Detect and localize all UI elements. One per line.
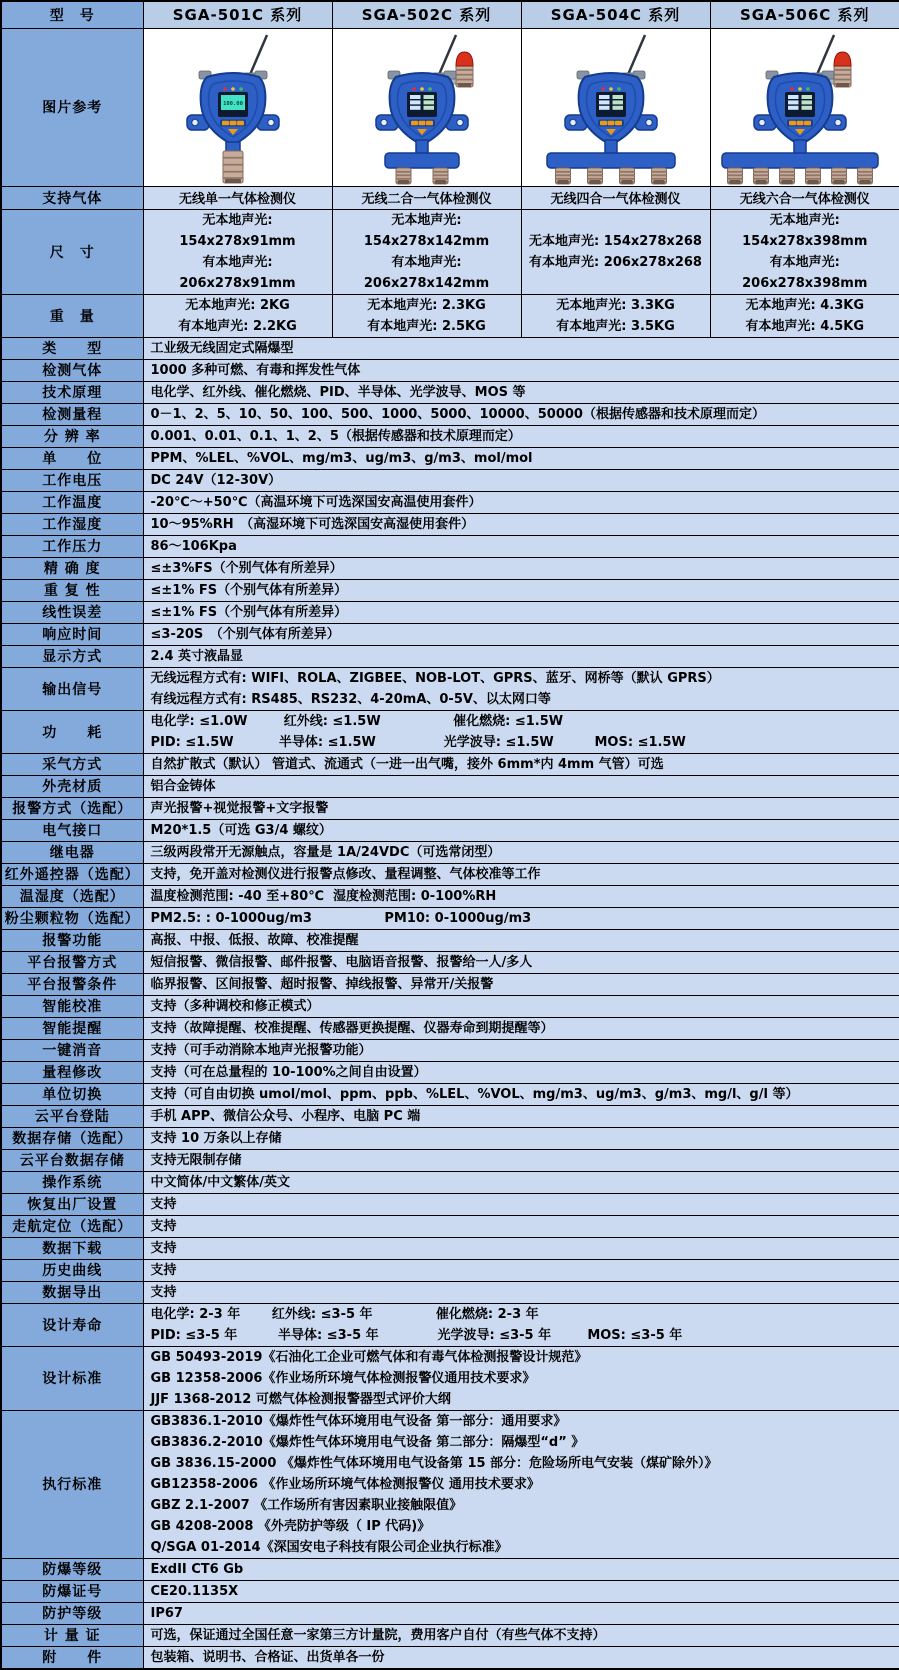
spec-row — [1, 337, 899, 359]
spec-row — [1, 381, 899, 403]
spec-row — [1, 535, 899, 557]
spec-value: 支持 — [143, 1281, 899, 1303]
spec-row — [1, 885, 899, 907]
device-image-cell-4 — [710, 28, 899, 186]
spec-row — [1, 645, 899, 667]
size-value: 无本地声光: 154x278x142mm 有本地声光: 206x278x142mm — [332, 209, 521, 294]
spec-value: 86～106Kpa — [143, 535, 899, 557]
spec-row — [1, 973, 899, 995]
spec-row — [1, 929, 899, 951]
spec-label: 数据存储（选配） — [1, 1127, 143, 1149]
weight-value: 无本地声光: 2.3KG 有本地声光: 2.5KG — [332, 294, 521, 337]
spec-row — [1, 1017, 899, 1039]
spec-row — [1, 557, 899, 579]
spec-value: ≤3-20S （个别气体有所差异） — [143, 623, 899, 645]
spec-row — [1, 1127, 899, 1149]
spec-label: 数据导出 — [1, 1281, 143, 1303]
spec-value: CE20.1135X — [143, 1580, 899, 1602]
spec-label: 功 耗 — [1, 710, 143, 753]
spec-label: 检测气体 — [1, 359, 143, 381]
spec-label: 工作湿度 — [1, 513, 143, 535]
spec-row — [1, 1602, 899, 1624]
gas-detector-illustration — [522, 29, 710, 185]
size-row — [1, 209, 899, 294]
spec-row — [1, 359, 899, 381]
spec-value: 0.001、0.01、0.1、1、2、5（根据传感器和技术原理而定） — [143, 425, 899, 447]
spec-label: 报警方式（选配） — [1, 797, 143, 819]
spec-value: 支持（故障提醒、校准提醒、传感器更换提醒、仪器寿命到期提醒等） — [143, 1017, 899, 1039]
spec-row — [1, 1558, 899, 1580]
spec-value: 支持无限制存储 — [143, 1149, 899, 1171]
spec-value: GB 50493-2019《石油化工企业可燃气体和有毒气体检测报警设计规范》 GB 12358-2006《作业场所环境气体检测报警仪通用技术要求》 JJF 1368-2012 可燃气体检测报警器型式评价大纲 — [143, 1346, 899, 1410]
size-value: 无本地声光: 154x278x268 有本地声光: 206x278x268 — [521, 209, 710, 294]
image-row-label: 图片参考 — [1, 28, 143, 186]
spec-label: 红外遥控器（选配） — [1, 863, 143, 885]
spec-value: ≤±3%FS（个别气体有所差异） — [143, 557, 899, 579]
gas-detector-illustration — [333, 29, 521, 185]
device-image-cell-3 — [521, 28, 710, 186]
spec-row — [1, 951, 899, 973]
spec-row — [1, 1039, 899, 1061]
spec-label: 云平台登陆 — [1, 1105, 143, 1127]
spec-value: 三级两段常开无源触点，容量是 1A/24VDC（可选常闭型） — [143, 841, 899, 863]
spec-value: PM2.5: : 0-1000ug/m3 PM10: 0-1000ug/m3 — [143, 907, 899, 929]
spec-value: 支持 10 万条以上存储 — [143, 1127, 899, 1149]
spec-label: 云平台数据存储 — [1, 1149, 143, 1171]
spec-value: DC 24V（12-30V） — [143, 469, 899, 491]
support-row-label: 支持气体 — [1, 186, 143, 209]
spec-row — [1, 667, 899, 710]
spec-row — [1, 907, 899, 929]
size-value: 无本地声光: 154x278x398mm 有本地声光: 206x278x398mm — [710, 209, 899, 294]
supported-gas-row — [1, 186, 899, 209]
spec-value: 支持（可手动消除本地声光报警功能） — [143, 1039, 899, 1061]
spec-value: 中文简体/中文繁体/英文 — [143, 1171, 899, 1193]
weight-value: 无本地声光: 2KG 有本地声光: 2.2KG — [143, 294, 332, 337]
spec-row — [1, 841, 899, 863]
spec-label: 响应时间 — [1, 623, 143, 645]
spec-value: 支持 — [143, 1193, 899, 1215]
spec-value: 短信报警、微信报警、邮件报警、电脑语音报警、报警给一人/多人 — [143, 951, 899, 973]
spec-label: 工作温度 — [1, 491, 143, 513]
spec-label: 技术原理 — [1, 381, 143, 403]
spec-label: 平台报警条件 — [1, 973, 143, 995]
spec-row — [1, 579, 899, 601]
model-header-3: SGA-504C 系列 — [521, 1, 710, 28]
spec-value: 声光报警+视觉报警+文字报警 — [143, 797, 899, 819]
spec-value: 无线远程方式有: WIFI、ROLA、ZIGBEE、NOB-LOT、GPRS、蓝牙、网桥等（默认 GPRS） 有线远程方式有: RS485、RS232、4-20mA、0-5V、以太网口等 — [143, 667, 899, 710]
spec-row — [1, 1193, 899, 1215]
spec-value: 10～95%RH （高湿环境下可选深国安高湿使用套件） — [143, 513, 899, 535]
gas-detector-illustration — [144, 29, 332, 185]
spec-label: 继电器 — [1, 841, 143, 863]
spec-row — [1, 1281, 899, 1303]
model-header-1: SGA-501C 系列 — [143, 1, 332, 28]
gas-detector-illustration — [711, 29, 899, 185]
spec-row — [1, 797, 899, 819]
weight-row-label: 重 量 — [1, 294, 143, 337]
spec-value: 1000 多种可燃、有毒和挥发性气体 — [143, 359, 899, 381]
spec-value: 工业级无线固定式隔爆型 — [143, 337, 899, 359]
spec-value: 临界报警、区间报警、超时报警、掉线报警、异常开/关报警 — [143, 973, 899, 995]
spec-row — [1, 1237, 899, 1259]
spec-row — [1, 1410, 899, 1558]
spec-value: 电化学: ≤1.0W 红外线: ≤1.5W 催化燃烧: ≤1.5W PID: ≤1.5W 半导体: ≤1.5W 光学波导: ≤1.5W MOS: ≤1.5W — [143, 710, 899, 753]
spec-label: 走航定位（选配） — [1, 1215, 143, 1237]
spec-row — [1, 995, 899, 1017]
spec-label: 工作压力 — [1, 535, 143, 557]
spec-value: 电化学: 2-3 年 红外线: ≤3-5 年 催化燃烧: 2-3 年 PID: ≤3-5 年 半导体: ≤3-5 年 光学波导: ≤3-5 年 MOS: ≤3-5 年 — [143, 1303, 899, 1346]
spec-row — [1, 1083, 899, 1105]
spec-value: 支持（可自由切换 umol/mol、ppm、ppb、%LEL、%VOL、mg/m3、ug/m3、g/m3、mg/l、g/l 等） — [143, 1083, 899, 1105]
spec-row — [1, 1624, 899, 1646]
spec-label: 防爆证号 — [1, 1580, 143, 1602]
spec-value: M20*1.5（可选 G3/4 螺纹） — [143, 819, 899, 841]
spec-label: 线性误差 — [1, 601, 143, 623]
spec-row — [1, 863, 899, 885]
supported-gas-value: 无线四合一气体检测仪 — [521, 186, 710, 209]
spec-label: 智能提醒 — [1, 1017, 143, 1039]
supported-gas-value: 无线二合一气体检测仪 — [332, 186, 521, 209]
spec-label: 防爆等级 — [1, 1558, 143, 1580]
size-row-label: 尺 寸 — [1, 209, 143, 294]
spec-label: 电气接口 — [1, 819, 143, 841]
spec-value: 支持（多种调校和修正模式） — [143, 995, 899, 1017]
spec-row — [1, 1346, 899, 1410]
spec-label: 防护等级 — [1, 1602, 143, 1624]
spec-value: IP67 — [143, 1602, 899, 1624]
spec-row — [1, 623, 899, 645]
spec-row — [1, 403, 899, 425]
device-image-cell-2 — [332, 28, 521, 186]
spec-label: 单位切换 — [1, 1083, 143, 1105]
spec-value: -20℃～+50℃（高温环境下可选深国安高温使用套件） — [143, 491, 899, 513]
device-image-cell-1 — [143, 28, 332, 186]
spec-value: 自然扩散式（默认） 管道式、流通式（一进一出气嘴，接外 6mm*内 4mm 气管）可选 — [143, 753, 899, 775]
spec-label: 附 件 — [1, 1646, 143, 1669]
spec-label: 粉尘颗粒物（选配） — [1, 907, 143, 929]
spec-row — [1, 753, 899, 775]
spec-row — [1, 1105, 899, 1127]
spec-value: 支持 — [143, 1215, 899, 1237]
spec-row — [1, 1646, 899, 1669]
spec-label: 采气方式 — [1, 753, 143, 775]
spec-label: 设计标准 — [1, 1346, 143, 1410]
size-value: 无本地声光: 154x278x91mm 有本地声光: 206x278x91mm — [143, 209, 332, 294]
spec-row — [1, 1259, 899, 1281]
weight-row — [1, 294, 899, 337]
image-reference-row — [1, 28, 899, 186]
spec-value: 2.4 英寸液晶显 — [143, 645, 899, 667]
spec-label: 历史曲线 — [1, 1259, 143, 1281]
spec-value: ≤±1% FS（个别气体有所差异） — [143, 579, 899, 601]
spec-value: PPM、%LEL、%VOL、mg/m3、ug/m3、g/m3、mol/mol — [143, 447, 899, 469]
spec-label: 量程修改 — [1, 1061, 143, 1083]
spec-label: 检测量程 — [1, 403, 143, 425]
spec-row — [1, 819, 899, 841]
spec-label: 数据下载 — [1, 1237, 143, 1259]
spec-label: 平台报警方式 — [1, 951, 143, 973]
spec-label: 计 量 证 — [1, 1624, 143, 1646]
spec-row — [1, 601, 899, 623]
spec-value: ≤±1% FS（个别气体有所差异） — [143, 601, 899, 623]
spec-row — [1, 775, 899, 797]
spec-label: 输出信号 — [1, 667, 143, 710]
spec-row — [1, 447, 899, 469]
spec-label: 温湿度（选配） — [1, 885, 143, 907]
spec-row — [1, 1303, 899, 1346]
spec-row — [1, 513, 899, 535]
spec-label: 恢复出厂设置 — [1, 1193, 143, 1215]
spec-row — [1, 1580, 899, 1602]
spec-value: 支持 — [143, 1237, 899, 1259]
spec-row — [1, 1149, 899, 1171]
spec-value: 支持（可在总量程的 10-100%之间自由设置） — [143, 1061, 899, 1083]
spec-value: ExdII CT6 Gb — [143, 1558, 899, 1580]
spec-row — [1, 1215, 899, 1237]
spec-label: 一键消音 — [1, 1039, 143, 1061]
spec-label: 操作系统 — [1, 1171, 143, 1193]
weight-value: 无本地声光: 4.3KG 有本地声光: 4.5KG — [710, 294, 899, 337]
spec-label: 智能校准 — [1, 995, 143, 1017]
spec-label: 外壳材质 — [1, 775, 143, 797]
supported-gas-value: 无线六合一气体检测仪 — [710, 186, 899, 209]
spec-value: 电化学、红外线、催化燃烧、PID、半导体、光学波导、MOS 等 — [143, 381, 899, 403]
spec-value: 可选，保证通过全国任意一家第三方计量院，费用客户自付（有些气体不支持） — [143, 1624, 899, 1646]
spec-value: 支持，免开盖对检测仪进行报警点修改、量程调整、气体校准等工作 — [143, 863, 899, 885]
spec-label: 报警功能 — [1, 929, 143, 951]
model-header-4: SGA-506C 系列 — [710, 1, 899, 28]
model-header-2: SGA-502C 系列 — [332, 1, 521, 28]
spec-label: 工作电压 — [1, 469, 143, 491]
spec-label: 显示方式 — [1, 645, 143, 667]
spec-label: 分 辨 率 — [1, 425, 143, 447]
spec-label: 重 复 性 — [1, 579, 143, 601]
spec-label: 精 确 度 — [1, 557, 143, 579]
spec-value: GB3836.1-2010《爆炸性气体环境用电气设备 第一部分：通用要求》 GB3836.2-2010《爆炸性气体环境用电气设备 第二部分：隔爆型“d” 》 GB 3836.15-2000 《爆炸性气体环境用电气设备第 15 部分：危险场所电气安装（煤矿除外）》 GB12358-2006 《作业场所环境气体检测报警仪 通用技术要求》 GBZ 2.1-2007 《工作场所有害因素职业接触限值》 GB 4208-2008 《外壳防护等级（ IP 代码)》 Q/SGA 01-2014《深国安电子科技有限公司企业执行标准》 — [143, 1410, 899, 1558]
spec-row — [1, 491, 899, 513]
spec-value: 支持 — [143, 1259, 899, 1281]
header-model-label: 型 号 — [1, 1, 143, 28]
weight-value: 无本地声光: 3.3KG 有本地声光: 3.5KG — [521, 294, 710, 337]
spec-row — [1, 710, 899, 753]
spec-value: 包装箱、说明书、合格证、出货单各一份 — [143, 1646, 899, 1669]
spec-label: 单 位 — [1, 447, 143, 469]
supported-gas-value: 无线单一气体检测仪 — [143, 186, 332, 209]
svg-text:100.00: 100.00 — [223, 101, 243, 107]
spec-label: 执行标准 — [1, 1410, 143, 1558]
spec-label: 类 型 — [1, 337, 143, 359]
spec-row — [1, 425, 899, 447]
spec-value: 温度检测范围: -40 至+80℃ 湿度检测范围: 0-100%RH — [143, 885, 899, 907]
spec-value: 铝合金铸体 — [143, 775, 899, 797]
spec-value: 高报、中报、低报、故障、校准提醒 — [143, 929, 899, 951]
spec-row — [1, 1171, 899, 1193]
spec-label: 设计寿命 — [1, 1303, 143, 1346]
table-header-row — [1, 1, 899, 28]
spec-row — [1, 469, 899, 491]
spec-row — [1, 1061, 899, 1083]
spec-value: 0－1、2、5、10、50、100、500、1000、5000、10000、50000（根据传感器和技术原理而定） — [143, 403, 899, 425]
spec-value: 手机 APP、微信公众号、小程序、电脑 PC 端 — [143, 1105, 899, 1127]
